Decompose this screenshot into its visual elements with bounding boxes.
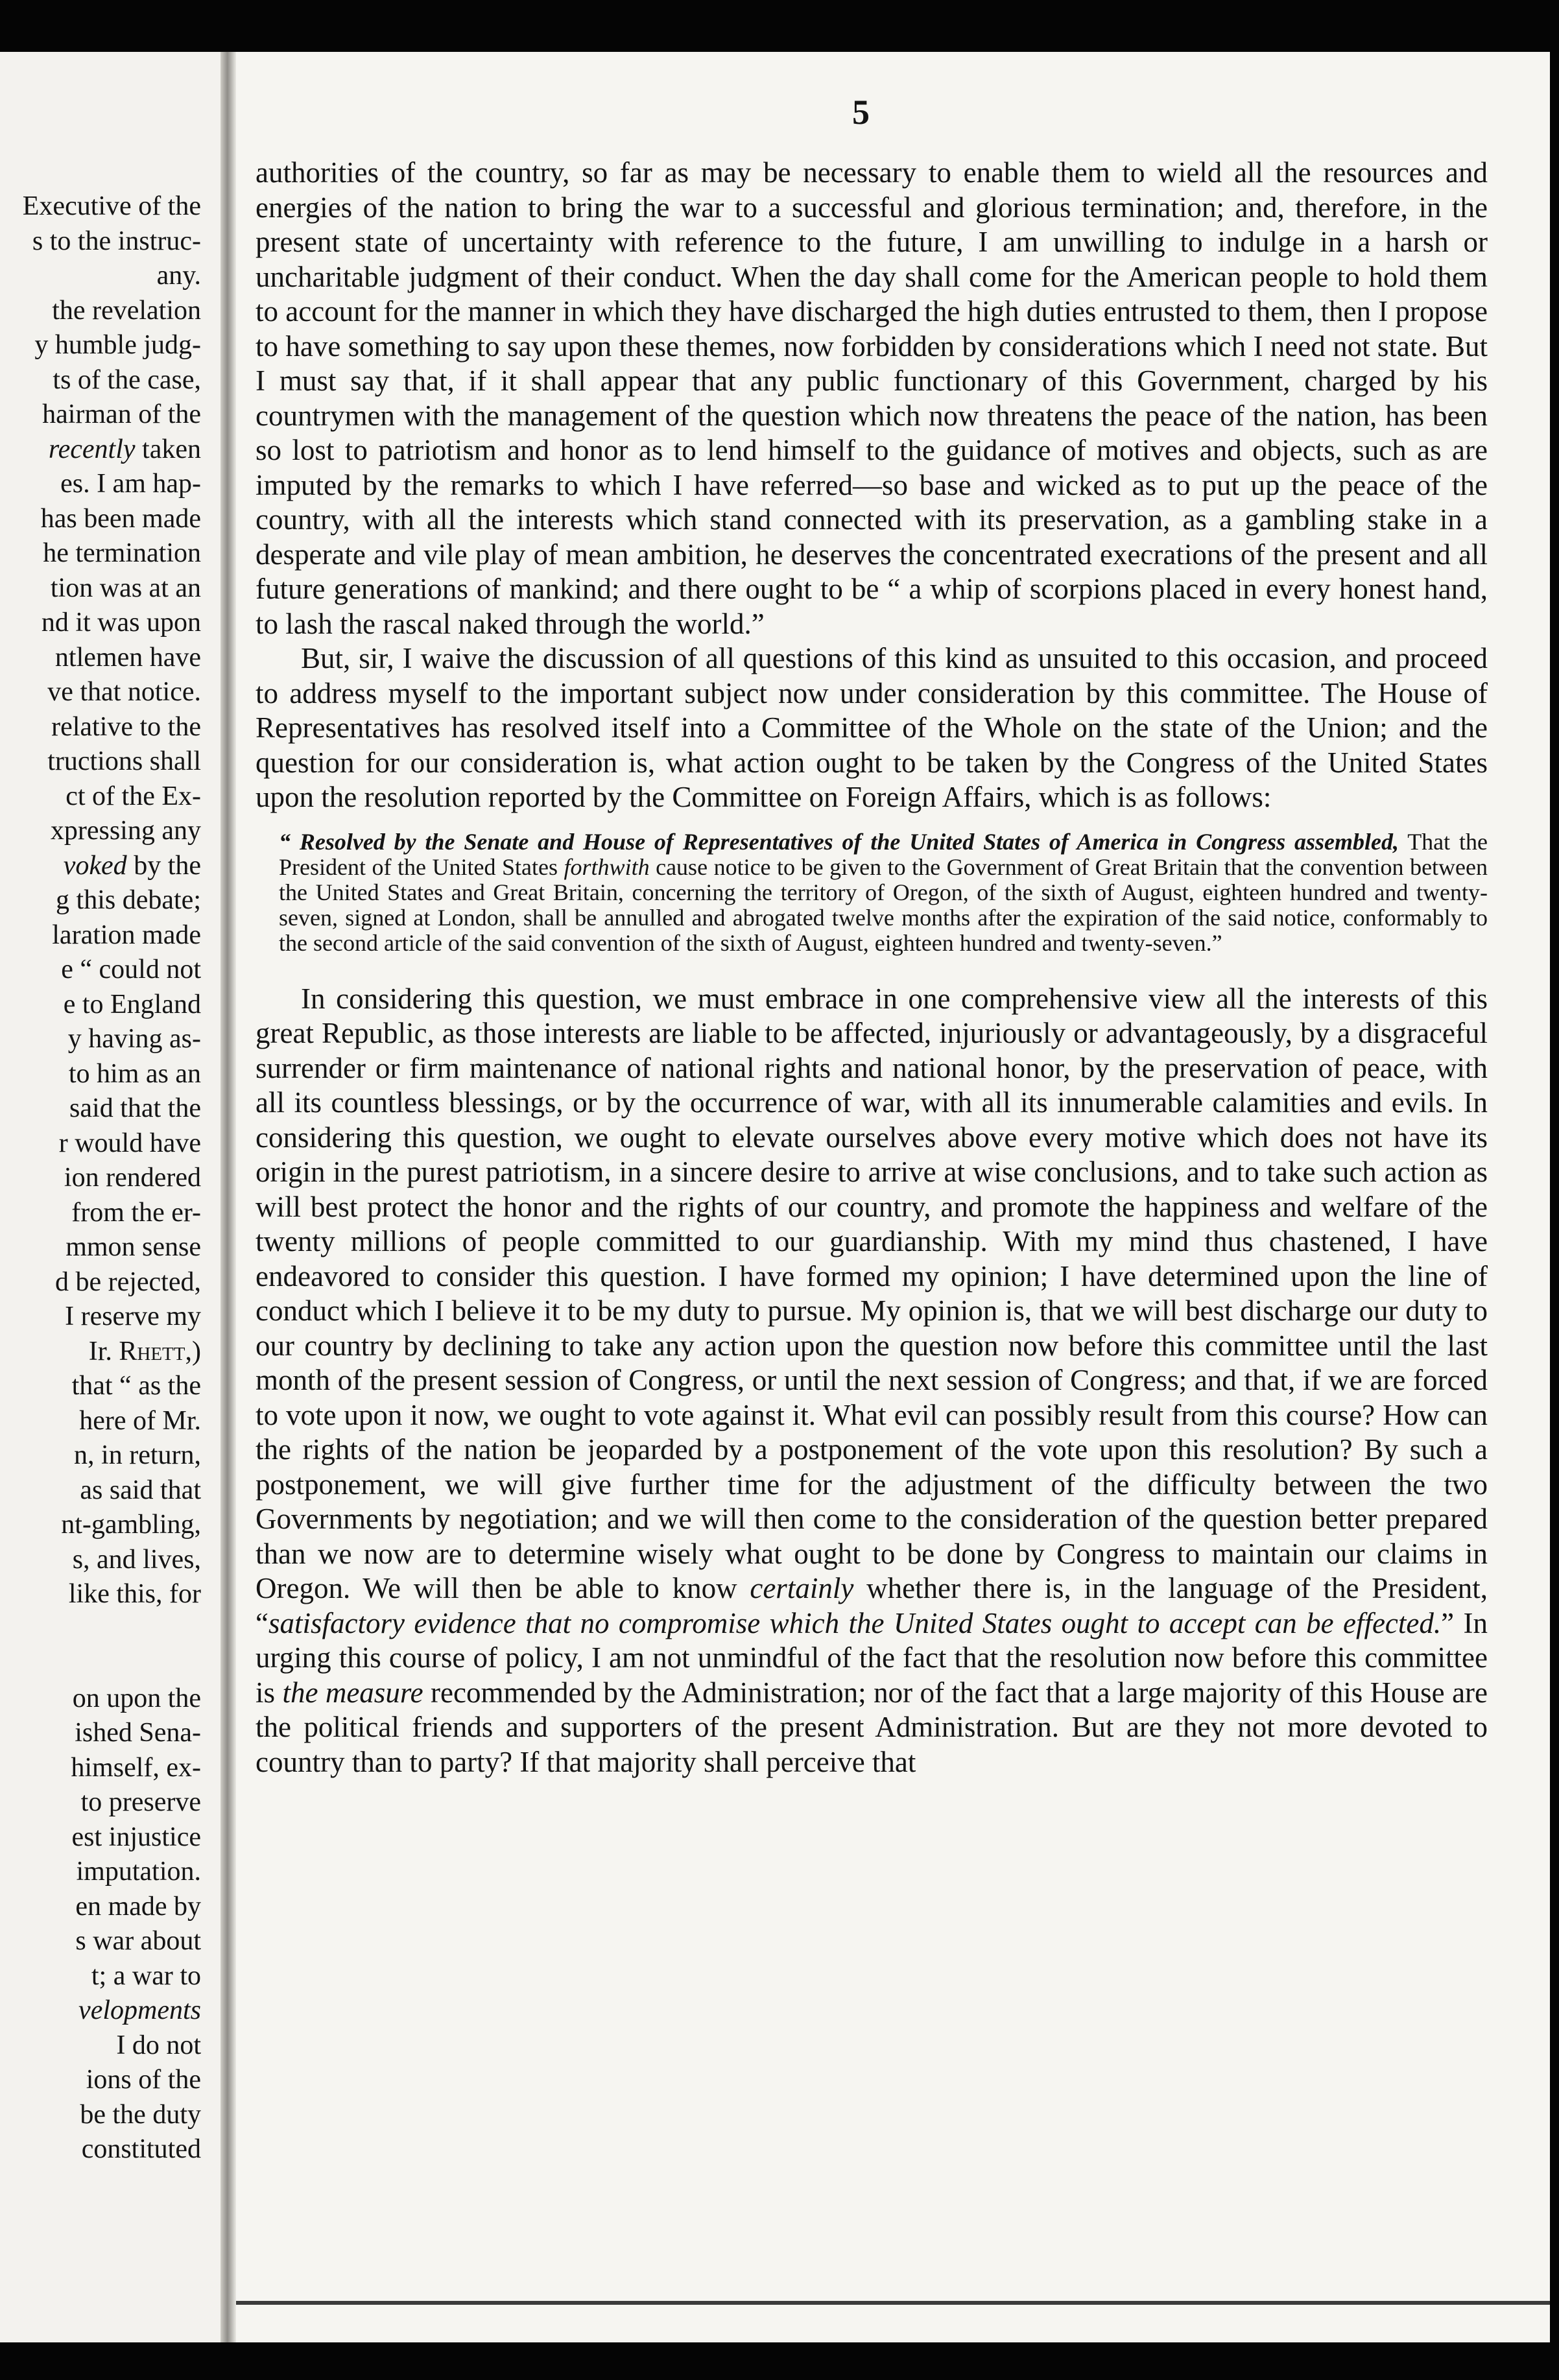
previous-page-line: tion was at an — [50, 573, 201, 603]
previous-page-line: est injustice — [71, 1822, 201, 1852]
previous-page-line: to him as an — [68, 1058, 201, 1089]
previous-page-line: nt-gambling, — [61, 1510, 201, 1540]
previous-page-line: recently taken — [48, 434, 201, 464]
previous-page-line: he termination — [43, 538, 201, 568]
previous-page-line: r would have — [58, 1128, 201, 1158]
document-page — [236, 52, 1550, 2342]
paragraph-2: But, sir, I waive the discussion of all questions of this kind as unsuited to this occasion, and proceed to address myself to the important subject now under consideration by this committee. The House of Representatives has resolved itself into a Committee of the Whole on the state of the Union; and the question for our consideration is, what action ought to be taken by the Congress of the United States upon the resolution reported by the Committee on Foreign Affairs, which is as follows: — [256, 642, 1488, 813]
previous-page-line — [23, 1612, 201, 1682]
previous-page-line: g this debate; — [56, 885, 201, 915]
paragraph-3-part-d: recommended by the Administration; nor of the fact that a large majority of this House are the political friends and supporters of the present Administration. But are they not more devoted to country than to party? If that majority shall perceive that — [256, 1676, 1488, 1778]
previous-page-line: on upon the — [72, 1683, 201, 1713]
previous-page-line: voked by the — [63, 850, 201, 881]
previous-page-line: constituted — [81, 2134, 201, 2164]
previous-page-line: tructions shall — [47, 746, 201, 776]
previous-page-line: y having as- — [67, 1024, 201, 1054]
previous-page-line: n, in return, — [74, 1440, 201, 1470]
previous-page-line: Ir. Rhett,) — [88, 1336, 201, 1366]
previous-page-line: ion rendered — [64, 1163, 201, 1193]
previous-page-line: laration made — [52, 920, 201, 950]
previous-page-line: himself, ex- — [71, 1752, 201, 1783]
previous-page-line: that “ as the — [71, 1371, 201, 1401]
previous-page-line: t; a war to — [91, 1960, 201, 1991]
previous-page-line: said that the — [69, 1093, 201, 1123]
paragraph-3-part-c: ” In urging this course of policy, I am not unmindful of the fact that the resolution now before this committee is — [256, 1606, 1488, 1709]
previous-page-line: y humble judg- — [34, 330, 201, 360]
scan-border-top — [0, 0, 1559, 52]
resolution-quote — [256, 829, 1488, 956]
previous-page-line: ished Sena- — [75, 1718, 201, 1748]
scan-border-bottom — [0, 2342, 1559, 2380]
paragraph-3-part-a: In considering this question, we must embrace in one comprehensive view all the interests of this great Republic, as those interests are liable to be affected, injuriously or advantageously, by a disgraceful surrender or firm maintenance of national rights and national honor, by the preservation of peace, with all its countless blessings, or by the occurrence of war, with all its innumerable calamities and evils. In considering this question, we ought to elevate ourselves above every motive which does not have its origin in the purest patriotism, in a sincere desire to arrive at wise conclusions, and to take such action as will best protect the honor and the rights of our country, and promote the happiness and welfare of the twenty millions of people committed to our guardianship. With my mind thus chastened, I have endeavored to consider this question. I have formed my opinion; I have determined upon the line of conduct which I believe it to be my duty to pursue. My opinion is, that we will best discharge our duty to our country by declining to take any action upon the question now before this committee until the last month of the present session of Congress, or until the next session of Congress; and that, if we are forced to vote upon it now, we ought to vote against it. What evil can possibly result from this course? How can the rights of the nation be jeoparded by a postponement of the vote upon this resolution? By such a postponement, we will give further time for the adjustment of the difficulty between the two Governments by negotiation; and we will then come to the consideration of the question better prepared than we now are to determine wisely what ought to be done by Congress to maintain our claims in Oregon. We will then be able to know — [256, 982, 1488, 1604]
previous-page-line: like this, for — [68, 1579, 201, 1609]
paragraph-3-emphasis-measure: the measure — [282, 1676, 423, 1709]
previous-page-line: e to England — [63, 989, 201, 1019]
previous-page-line: mmon sense — [65, 1232, 201, 1262]
previous-page-fragment — [0, 52, 220, 2342]
paragraph-3-part-b: whether there is, in the language of the President, “ — [256, 1572, 1488, 1639]
previous-page-line: as said that — [80, 1475, 201, 1505]
page-gutter — [220, 52, 236, 2342]
previous-page-line: s war about — [75, 1926, 201, 1956]
previous-page-line: Executive of the — [22, 191, 201, 221]
paragraph-3-emphasis-quote: satisfactory evidence that no compromise which the United States ought to accept can be effected. — [268, 1606, 1442, 1639]
previous-page-line: en made by — [75, 1891, 201, 1922]
previous-page-line: ntlemen have — [54, 642, 201, 672]
resolution-text-b: cause notice to be given to the Government of Great Britain that the convention between the United States and Great Britain, concerning the territory of Oregon, of the sixth of August, eighteen hundred and twenty-seven, signed at London, shall be annulled and abrogated twelve months after the expiration of the said notice, conformably to the second article of the said convention of the sixth of August, eighteen hundred and twenty-seven.” — [279, 853, 1488, 956]
previous-page-line: velopments — [78, 1995, 201, 2025]
previous-page-line: I do not — [116, 2030, 201, 2060]
body-text — [256, 156, 1488, 1779]
previous-page-line: d be rejected, — [54, 1267, 201, 1297]
previous-page-line: es. I am hap- — [60, 469, 201, 499]
paragraph-3-emphasis-certainly: certainly — [750, 1572, 854, 1604]
previous-page-line: ve that notice. — [47, 677, 201, 707]
previous-page-line: hairman of the — [42, 399, 201, 429]
resolution-text-a: That the President of the United States — [279, 828, 1488, 880]
previous-page-line: nd it was upon — [41, 608, 201, 637]
previous-page-line: here of Mr. — [79, 1405, 201, 1436]
resolution-enacting-clause: “ Resolved by the Senate and House of Representatives of the United States of America in Congress assembled, — [279, 828, 1399, 855]
previous-page-line: imputation. — [76, 1857, 201, 1886]
previous-page-line: ts of the case, — [53, 364, 201, 395]
page-number: 5 — [852, 93, 870, 132]
paragraph-1: authorities of the country, so far as may be necessary to enable them to wield all the resources and energies of the nation to bring the war to a successful and glorious termination; and, therefore, in the present state of uncertainty with reference to the future, I am unwilling to indulge in a harsh or uncharitable judgment of their conduct. When the day shall come for the American people to hold them to account for the manner in which they have discharged the high duties entrusted to them, then I propose to have something to say upon these themes, now forbidden by considerations which I need not state. But I must say that, if it shall appear that any public functionary of this Government, charged by his countrymen with the management of the question which now threatens the peace of the nation, has been so lost to patriotism and honor as to lend himself to the guidance of motives and objects, such as are imputed by the remarks to which I have referred—so base and wicked as to put up the peace of the country, with all the interests which stand connected with its preservation, as a gambling stake in a desperate and vile play of mean ambition, he deserves the concentrated execrations of the present and all future generations of mankind; and there ought to be “ a whip of scorpions placed in every honest hand, to lash the rascal naked through the world.” — [256, 156, 1488, 640]
previous-page-line: e “ could not — [61, 955, 201, 984]
bottom-rule — [236, 2301, 1550, 2305]
previous-page-line: relative to the — [51, 711, 201, 742]
resolution-italic: forthwith — [564, 853, 650, 880]
previous-page-line: I reserve my — [65, 1302, 201, 1331]
previous-page-line: to preserve — [80, 1787, 201, 1817]
previous-page-line: any. — [156, 261, 201, 291]
previous-page-line: has been made — [40, 503, 201, 534]
previous-page-line: be the duty — [80, 2099, 201, 2130]
paragraph-3 — [256, 982, 1488, 1780]
previous-page-line: xpressing any — [50, 816, 201, 846]
previous-page-line: s to the instruc- — [32, 226, 201, 256]
previous-page-line: from the er- — [71, 1197, 201, 1228]
scan-border-right — [1550, 0, 1559, 2380]
previous-page-line: the revelation — [52, 295, 201, 326]
previous-page-line: ions of the — [86, 2065, 201, 2095]
previous-page-line: ct of the Ex- — [65, 781, 201, 811]
previous-page-line: s, and lives, — [72, 1544, 201, 1575]
previous-page-text — [23, 189, 201, 2167]
